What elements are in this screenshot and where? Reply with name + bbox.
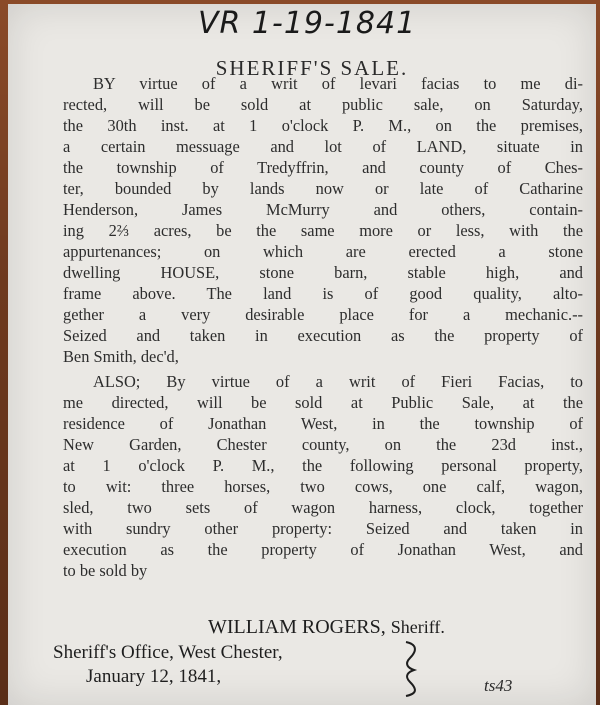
body-line: rected, will be sold at public sale, on Saturday, [63,95,583,114]
sheriff-signature [208,616,445,639]
body-line: frame above. The land is of good quality, alto- [63,284,583,303]
body-line: at 1 o'clock P. M., the following personal property, [63,456,583,475]
notice-heading: SHERIFF'S SALE. [215,56,409,80]
body-line: ing 2⅔ acres, be the same more or less, with the [63,221,583,240]
body-line: dwelling HOUSE, stone barn, stable high, and [63,263,583,282]
body-line: to wit: three horses, two cows, one calf, wagon, [63,477,583,496]
body-line: to be sold by [63,561,148,580]
body-line: ALSO; By virtue of a writ of Fieri Facias, to [93,372,583,391]
body-line: Henderson, James McMurry and others, contain- [63,200,583,219]
body-line: New Garden, Chester county, on the 23d inst., [63,435,583,454]
newspaper-clipping [8,4,596,705]
handwritten-date-annotation: VR 1-19-1841 [198,6,417,41]
body-line: execution as the property of Jonathan West, and [63,540,583,559]
body-line: sled, two sets of wagon harness, clock, together [63,498,583,517]
body-line: appurtenances; on which are erected a stone [63,242,583,261]
sheriff-office-line: Sheriff's Office, West Chester, [53,642,283,663]
curly-brace-icon [400,640,424,698]
body-line: with sundry other property: Seized and taken in [63,519,583,538]
body-line: Ben Smith, dec'd, [63,347,179,366]
sheriff-title: Sheriff. [390,617,445,637]
body-line: Seized and taken in execution as the property of [63,326,583,345]
body-line: ter, bounded by lands now or late of Catharine [63,179,583,198]
print-code: ts43 [484,676,513,695]
body-line: gether a very desirable place for a mechanic.-- [63,305,583,324]
body-line: BY virtue of a writ of levari facias to me di- [93,74,583,93]
sheriff-name: WILLIAM ROGERS, [208,616,386,638]
notice-date: January 12, 1841, [86,666,222,687]
body-line: a certain messuage and lot of LAND, situate in [63,137,583,156]
body-line: residence of Jonathan West, in the township of [63,414,583,433]
body-line: the township of Tredyffrin, and county of Ches- [63,158,583,177]
body-line: the 30th inst. at 1 o'clock P. M., on the premises, [63,116,583,135]
body-line: me directed, will be sold at Public Sale, at the [63,393,583,412]
